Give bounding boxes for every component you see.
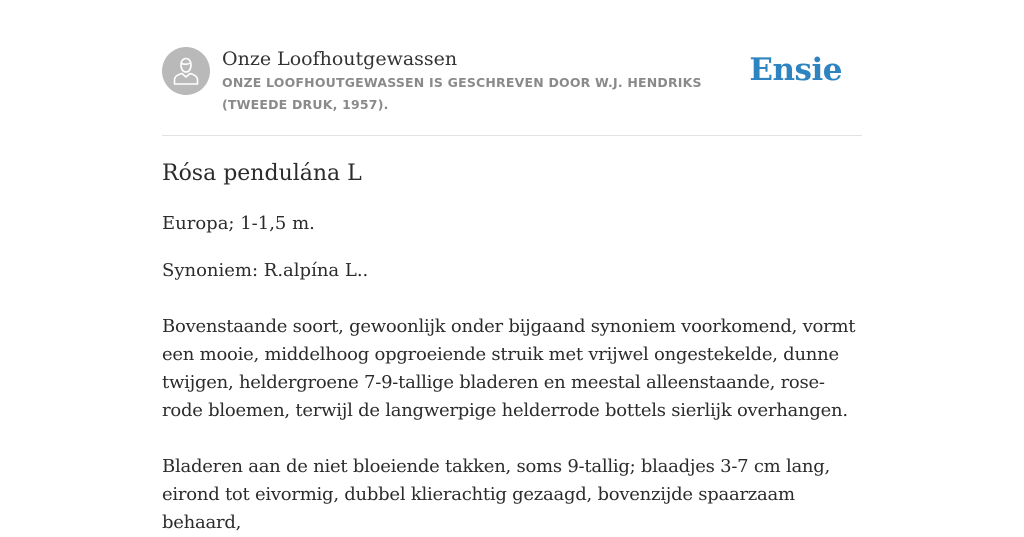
entry-origin: Europa; 1-1,5 m. [162, 213, 315, 234]
entry-content [162, 158, 862, 537]
divider [162, 135, 862, 136]
source-header [162, 46, 862, 116]
brand-logo[interactable]: Ensie [749, 52, 842, 88]
entry-paragraph: Bladeren aan de niet bloeiende takken, soms 9-tallig; blaadjes 3-7 cm lang, eirond tot eivormig, dubbel klierachtig gezaagd, bovenzijde spaarzaam behaard, [162, 456, 831, 533]
source-description: ONZE LOOFHOUTGEWASSEN IS GESCHREVEN DOOR W.J. HENDRIKS (TWEEDE DRUK, 1957). [222, 75, 702, 112]
user-silhouette-icon [172, 56, 200, 86]
avatar[interactable] [162, 47, 210, 95]
entry-paragraph: Bovenstaande soort, gewoonlijk onder bijgaand synoniem voorkomend, vormt een mooie, middelhoog opgroeiende struik met vrijwel ongestekelde, dunne twijgen, heldergroene 7-9-tallige bladeren en meestal alleenstaande, rose-rode bloemen, terwijl de langwerpige helderrode bottels sierlijk overhangen. [162, 316, 856, 421]
entry-title: Rósa pendulána L [162, 161, 362, 186]
source-title[interactable]: Onze Loofhoutgewassen [222, 48, 458, 70]
entry-synonym: Synoniem: R.alpína L.. [162, 260, 369, 281]
